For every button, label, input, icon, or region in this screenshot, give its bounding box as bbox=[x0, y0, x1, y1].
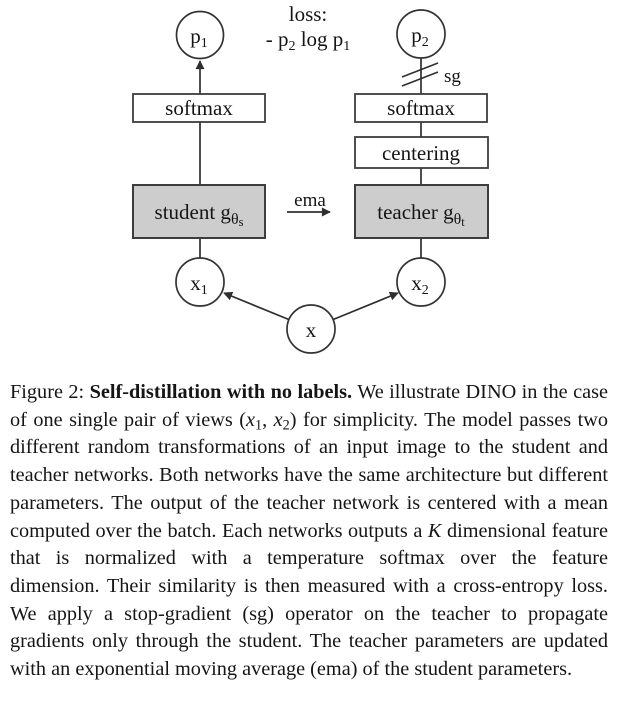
loss-label: loss: bbox=[288, 2, 328, 26]
p2-label: p2 bbox=[411, 23, 429, 50]
ema-label: ema bbox=[294, 190, 326, 211]
loss-formula: - p2 log p1 bbox=[265, 27, 351, 54]
softmax-teacher-label: softmax bbox=[387, 96, 455, 120]
x2-label: x2 bbox=[411, 271, 429, 298]
sg-label: sg bbox=[444, 66, 461, 87]
x-to-x2-arrow bbox=[332, 293, 398, 320]
centering-label: centering bbox=[381, 141, 461, 165]
stop-gradient-mark bbox=[402, 63, 438, 86]
softmax-student-label: softmax bbox=[165, 96, 233, 120]
caption-title: Self-distillation with no labels. bbox=[89, 381, 353, 403]
caption-figure-number: Figure 2: bbox=[10, 381, 90, 403]
teacher-network-label: teacher $g_\theta t$ bbox=[377, 200, 465, 229]
figure-caption: Figure 2: Self-distillation with no labels. We illustrate DINO in the case of one single pair of views ($x_1$, $x_2$) for simplicity. The model passes two different random transformations of an input image to the student and teacher networks. Both networks have the same architecture but different parameters. The output of the teacher network is centered with a mean computed over the batch. Each networks outputs a K dimensional feature that is normalized with a temperature softmax over the feature dimension. Their similarity is then measured with a cross-entropy loss. We apply a stop-gradient (sg) operator on the teacher to propagate gradients only through the student. The teacher parameters are updated with an exponential moving average (ema) of the student parameters. bbox=[10, 381, 608, 681]
student-network-label: student $g_\theta s$ bbox=[154, 200, 244, 229]
p1-label: p1 bbox=[190, 24, 208, 51]
x-label: x bbox=[305, 318, 317, 342]
x-to-x1-arrow bbox=[224, 293, 290, 320]
x1-label: x1 bbox=[190, 271, 208, 298]
